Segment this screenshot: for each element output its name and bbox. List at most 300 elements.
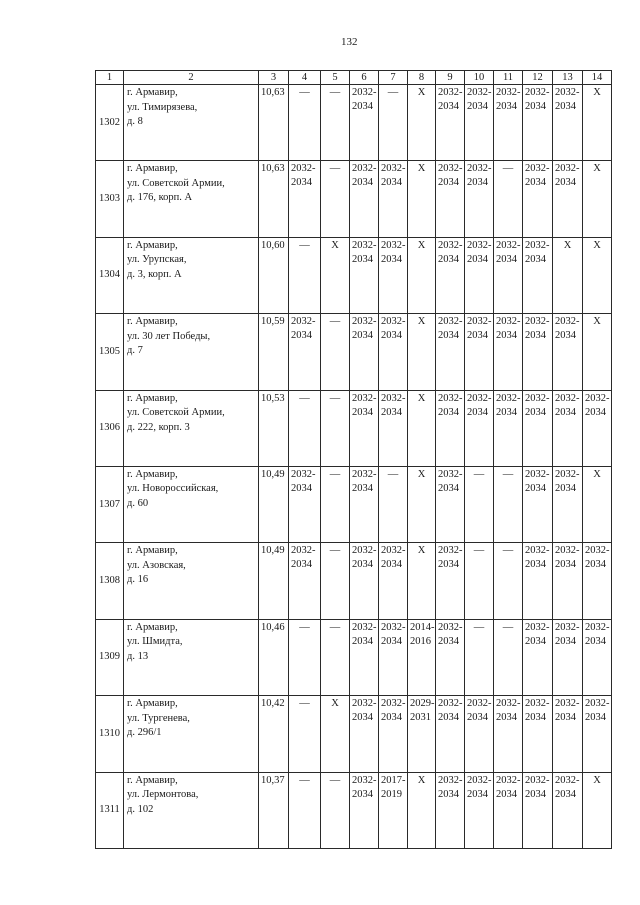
- cross-mark: Х: [417, 774, 426, 786]
- value-cell-col-5: [321, 772, 350, 848]
- cross-mark: Х: [417, 545, 426, 557]
- dash-mark: —: [502, 545, 514, 557]
- value-text: 2032-2034: [291, 163, 316, 189]
- value-cell-col-8: [408, 696, 436, 772]
- value-cell-col-11: [494, 466, 523, 542]
- address-line: ул. Тургенева,: [127, 712, 190, 724]
- value-text: 2032-2034: [381, 698, 406, 724]
- value-text: 2032-2034: [525, 545, 550, 571]
- value-cell-col-6: [350, 543, 379, 619]
- value-cell-col-10: [465, 543, 494, 619]
- value-text: 2029-2031: [410, 698, 435, 724]
- value-text: 2032-2034: [555, 316, 580, 342]
- value-cell-col-13: [553, 543, 583, 619]
- value-text: 2032-2034: [555, 468, 580, 494]
- value-text: 2032-2034: [438, 163, 463, 189]
- value-cell-col-5: [321, 696, 350, 772]
- dash-mark: —: [473, 621, 485, 633]
- value-text: 2032-2034: [496, 316, 521, 342]
- value-text: 2032-2034: [525, 87, 550, 112]
- value-text: 2017-2019: [381, 774, 406, 800]
- value-text: 2032-2034: [555, 774, 580, 800]
- address-line: г. Армавир,: [127, 239, 178, 251]
- address-line: д. 7: [127, 345, 143, 357]
- cross-mark: Х: [331, 698, 339, 710]
- value-cell-col-8: [408, 466, 436, 542]
- value-text: 2032-2034: [467, 392, 492, 418]
- address-line: ул. Советской Армии,: [127, 177, 225, 189]
- value-cell-col-5: [321, 390, 350, 466]
- value-cell-col-9: [436, 696, 465, 772]
- address-cell: [124, 772, 259, 848]
- address-line: д. 296/1: [127, 727, 162, 739]
- value-text: 2032-2034: [438, 545, 463, 571]
- value-cell-col-6: [350, 237, 379, 313]
- value-cell-col-11: [494, 390, 523, 466]
- value-text: 2032-2034: [555, 163, 580, 189]
- value-text: 2032-2034: [467, 239, 492, 265]
- value-text: 2032-2034: [352, 239, 377, 265]
- value-cell-col-11: [494, 543, 523, 619]
- value-cell-col-14: [583, 619, 612, 695]
- address-cell: [124, 237, 259, 313]
- dash-mark: —: [502, 621, 514, 633]
- cross-mark: Х: [417, 468, 426, 480]
- dash-mark: —: [329, 621, 341, 633]
- dash-mark: —: [299, 239, 310, 251]
- value-cell-col-8: [408, 85, 436, 161]
- value-text: 2032-2034: [525, 468, 550, 494]
- data-table: [95, 70, 612, 849]
- address-cell: [124, 390, 259, 466]
- value-cell-col-9: [436, 466, 465, 542]
- address-line: ул. Шмидта,: [127, 636, 183, 648]
- header-cell-col-4: 4: [289, 71, 321, 85]
- address-line: д. 13: [127, 650, 149, 662]
- row-number: 1308: [96, 543, 124, 619]
- value-cell-col-13: [553, 772, 583, 848]
- dash-mark: —: [387, 87, 399, 98]
- value-cell-col-3: [259, 466, 289, 542]
- dash-mark: —: [329, 774, 341, 786]
- value-cell-col-13: [553, 237, 583, 313]
- value-cell-col-11: [494, 237, 523, 313]
- value-cell-col-8: [408, 772, 436, 848]
- value-cell-col-5: [321, 543, 350, 619]
- header-cell-col-12: 12: [523, 71, 553, 85]
- value-cell-col-10: [465, 390, 494, 466]
- value-cell-col-8: [408, 543, 436, 619]
- cross-mark: Х: [593, 316, 601, 328]
- value-cell-col-10: [465, 696, 494, 772]
- address-line: д. 3, корп. А: [127, 268, 182, 280]
- dash-mark: —: [299, 621, 310, 633]
- value-text: 2032-2034: [438, 621, 463, 647]
- address-line: ул. Тимирязева,: [127, 101, 198, 113]
- value-cell-col-12: [523, 314, 553, 390]
- value-text: 10,42: [261, 698, 285, 710]
- header-cell-col-8: 8: [408, 71, 436, 85]
- address-line: д. 102: [127, 803, 154, 815]
- dash-mark: —: [329, 316, 341, 328]
- value-cell-col-9: [436, 237, 465, 313]
- address-cell: [124, 466, 259, 542]
- value-text: 2032-2034: [381, 316, 406, 342]
- value-text: 2032-2034: [352, 316, 377, 342]
- value-text: 2032-2034: [496, 87, 521, 112]
- value-text: 2032-2034: [496, 774, 521, 800]
- address-line: д. 16: [127, 574, 149, 586]
- value-text: 2014-2016: [410, 621, 435, 647]
- value-cell-col-6: [350, 161, 379, 237]
- dash-mark: —: [329, 392, 341, 404]
- value-cell-col-4: [289, 696, 321, 772]
- value-text: 2032-2034: [496, 239, 521, 265]
- cross-mark: Х: [417, 392, 426, 404]
- dash-mark: —: [473, 545, 485, 557]
- value-cell-col-8: [408, 161, 436, 237]
- cross-mark: Х: [563, 239, 572, 251]
- value-cell-col-13: [553, 696, 583, 772]
- address-line: ул. 30 лет Победы,: [127, 330, 211, 342]
- value-cell-col-10: [465, 466, 494, 542]
- value-cell-col-10: [465, 772, 494, 848]
- table-row: [96, 390, 612, 466]
- value-text: 2032-2034: [467, 163, 492, 189]
- value-cell-col-14: [583, 772, 612, 848]
- value-cell-col-4: [289, 772, 321, 848]
- value-cell-col-11: [494, 161, 523, 237]
- value-cell-col-4: [289, 237, 321, 313]
- table-row: [96, 237, 612, 313]
- value-text: 2032-2034: [525, 621, 550, 647]
- address-line: ул. Азовская,: [127, 559, 186, 571]
- value-text: 2032-2034: [352, 87, 377, 112]
- value-text: 2032-2034: [291, 316, 316, 342]
- value-cell-col-10: [465, 619, 494, 695]
- value-text: 10,60: [261, 239, 285, 251]
- row-number: 1307: [96, 466, 124, 542]
- value-cell-col-12: [523, 543, 553, 619]
- value-text: 2032-2034: [291, 468, 316, 494]
- value-cell-col-9: [436, 390, 465, 466]
- value-text: 2032-2034: [438, 316, 463, 342]
- value-text: 2032-2034: [438, 468, 463, 494]
- value-cell-col-12: [523, 390, 553, 466]
- value-cell-col-9: [436, 85, 465, 161]
- value-text: 2032-2034: [352, 392, 377, 418]
- value-cell-col-14: [583, 314, 612, 390]
- dash-mark: —: [329, 545, 341, 557]
- row-number: 1309: [96, 619, 124, 695]
- dash-mark: —: [329, 468, 341, 480]
- value-cell-col-6: [350, 85, 379, 161]
- dash-mark: —: [299, 392, 310, 404]
- address-line: д. 176, корп. А: [127, 192, 193, 204]
- cross-mark: Х: [593, 163, 601, 175]
- value-cell-col-13: [553, 314, 583, 390]
- row-number: 1311: [96, 772, 124, 848]
- dash-mark: —: [329, 163, 341, 175]
- dash-mark: —: [502, 163, 514, 175]
- value-cell-col-9: [436, 543, 465, 619]
- value-text: 2032-2034: [381, 239, 406, 265]
- value-cell-col-12: [523, 161, 553, 237]
- table-row: [96, 619, 612, 695]
- cross-mark: Х: [331, 239, 339, 251]
- value-cell-col-6: [350, 390, 379, 466]
- address-line: г. Армавир,: [127, 316, 178, 328]
- value-cell-col-8: [408, 390, 436, 466]
- value-text: 2032-2034: [381, 392, 406, 418]
- value-cell-col-9: [436, 619, 465, 695]
- value-cell-col-12: [523, 466, 553, 542]
- address-cell: [124, 543, 259, 619]
- address-line: г. Армавир,: [127, 392, 178, 404]
- address-line: д. 60: [127, 497, 149, 509]
- value-cell-col-7: [379, 772, 408, 848]
- value-text: 2032-2034: [555, 545, 580, 571]
- value-cell-col-7: [379, 390, 408, 466]
- row-number: 1305: [96, 314, 124, 390]
- cross-mark: Х: [593, 468, 601, 480]
- table-row: [96, 466, 612, 542]
- value-cell-col-3: [259, 390, 289, 466]
- address-line: г. Армавир,: [127, 698, 178, 710]
- value-text: 10,49: [261, 545, 285, 557]
- value-text: 2032-2034: [352, 774, 377, 800]
- value-cell-col-10: [465, 85, 494, 161]
- value-text: 2032-2034: [352, 468, 377, 494]
- value-cell-col-10: [465, 161, 494, 237]
- value-cell-col-11: [494, 772, 523, 848]
- value-cell-col-3: [259, 237, 289, 313]
- value-cell-col-11: [494, 314, 523, 390]
- value-text: 2032-2034: [525, 774, 550, 800]
- value-cell-col-14: [583, 696, 612, 772]
- dash-mark: —: [502, 468, 514, 480]
- value-cell-col-8: [408, 237, 436, 313]
- value-text: 10,63: [261, 163, 285, 175]
- address-cell: [124, 161, 259, 237]
- value-cell-col-8: [408, 619, 436, 695]
- value-cell-col-4: [289, 161, 321, 237]
- value-text: 2032-2034: [585, 698, 610, 724]
- value-cell-col-7: [379, 314, 408, 390]
- value-cell-col-5: [321, 314, 350, 390]
- value-cell-col-5: [321, 161, 350, 237]
- table-row: [96, 161, 612, 237]
- value-cell-col-4: [289, 85, 321, 161]
- value-cell-col-14: [583, 390, 612, 466]
- value-cell-col-13: [553, 85, 583, 161]
- value-text: 2032-2034: [525, 163, 550, 189]
- value-text: 2032-2034: [352, 621, 377, 647]
- value-text: 2032-2034: [525, 316, 550, 342]
- value-cell-col-9: [436, 161, 465, 237]
- value-cell-col-6: [350, 772, 379, 848]
- value-text: 2032-2034: [585, 621, 610, 647]
- value-cell-col-5: [321, 619, 350, 695]
- address-cell: [124, 619, 259, 695]
- address-line: г. Армавир,: [127, 163, 178, 175]
- value-cell-col-14: [583, 161, 612, 237]
- value-cell-col-11: [494, 696, 523, 772]
- value-cell-col-14: [583, 85, 612, 161]
- address-line: ул. Урупская,: [127, 254, 187, 266]
- value-cell-col-8: [408, 314, 436, 390]
- value-text: 10,63: [261, 87, 285, 98]
- header-cell-col-5: 5: [321, 71, 350, 85]
- address-line: ул. Советской Армии,: [127, 407, 225, 419]
- value-cell-col-6: [350, 696, 379, 772]
- address-cell: [124, 85, 259, 161]
- address-cell: [124, 696, 259, 772]
- value-cell-col-7: [379, 161, 408, 237]
- address-line: г. Армавир,: [127, 468, 178, 480]
- value-cell-col-5: [321, 466, 350, 542]
- value-cell-col-7: [379, 619, 408, 695]
- header-cell-col-2: 2: [124, 71, 259, 85]
- value-cell-col-6: [350, 314, 379, 390]
- value-cell-col-13: [553, 390, 583, 466]
- value-cell-col-7: [379, 237, 408, 313]
- value-cell-col-12: [523, 772, 553, 848]
- value-text: 2032-2034: [291, 545, 316, 571]
- value-cell-col-3: [259, 85, 289, 161]
- value-cell-col-4: [289, 466, 321, 542]
- value-cell-col-12: [523, 237, 553, 313]
- value-cell-col-3: [259, 772, 289, 848]
- value-cell-col-9: [436, 772, 465, 848]
- value-cell-col-12: [523, 696, 553, 772]
- header-cell-col-11: 11: [494, 71, 523, 85]
- value-cell-col-3: [259, 161, 289, 237]
- value-cell-col-3: [259, 314, 289, 390]
- value-cell-col-5: [321, 85, 350, 161]
- value-text: 2032-2034: [555, 87, 580, 112]
- value-text: 2032-2034: [438, 774, 463, 800]
- row-number: 1306: [96, 390, 124, 466]
- header-cell-col-14: 14: [583, 71, 612, 85]
- value-text: 2032-2034: [467, 316, 492, 342]
- value-cell-col-14: [583, 237, 612, 313]
- value-text: 2032-2034: [438, 87, 463, 112]
- value-text: 2032-2034: [438, 392, 463, 418]
- value-cell-col-11: [494, 619, 523, 695]
- row-number: 1302: [96, 85, 124, 161]
- value-cell-col-13: [553, 161, 583, 237]
- value-text: 10,53: [261, 392, 285, 404]
- cross-mark: Х: [593, 774, 601, 786]
- value-text: 2032-2034: [467, 774, 492, 800]
- value-text: 2032-2034: [381, 545, 406, 571]
- value-cell-col-4: [289, 543, 321, 619]
- value-cell-col-7: [379, 696, 408, 772]
- value-cell-col-7: [379, 85, 408, 161]
- value-cell-col-13: [553, 619, 583, 695]
- header-cell-col-10: 10: [465, 71, 494, 85]
- value-text: 2032-2034: [525, 392, 550, 418]
- dash-mark: —: [299, 87, 310, 98]
- value-cell-col-14: [583, 466, 612, 542]
- table-row: [96, 85, 612, 161]
- table-row: [96, 543, 612, 619]
- value-text: 2032-2034: [496, 392, 521, 418]
- row-number: 1303: [96, 161, 124, 237]
- value-cell-col-4: [289, 314, 321, 390]
- address-line: ул. Новороссийская,: [127, 483, 219, 495]
- row-number: 1310: [96, 696, 124, 772]
- value-cell-col-5: [321, 237, 350, 313]
- address-line: г. Армавир,: [127, 621, 178, 633]
- header-cell-col-9: 9: [436, 71, 465, 85]
- table-header: [96, 71, 612, 85]
- header-row: [96, 71, 612, 85]
- dash-mark: —: [299, 774, 310, 786]
- address-line: д. 8: [127, 116, 143, 127]
- header-cell-col-7: 7: [379, 71, 408, 85]
- value-cell-col-3: [259, 619, 289, 695]
- header-cell-col-3: 3: [259, 71, 289, 85]
- value-cell-col-12: [523, 85, 553, 161]
- dash-mark: —: [473, 468, 485, 480]
- value-cell-col-4: [289, 390, 321, 466]
- value-cell-col-4: [289, 619, 321, 695]
- value-text: 2032-2034: [555, 392, 580, 418]
- cross-mark: Х: [593, 239, 601, 251]
- value-text: 10,37: [261, 774, 285, 786]
- value-cell-col-3: [259, 696, 289, 772]
- cross-mark: Х: [417, 163, 426, 175]
- value-text: 2032-2034: [381, 621, 406, 647]
- value-text: 10,46: [261, 621, 285, 633]
- value-text: 2032-2034: [352, 163, 377, 189]
- value-text: 2032-2034: [555, 621, 580, 647]
- value-cell-col-9: [436, 314, 465, 390]
- address-cell: [124, 314, 259, 390]
- value-text: 2032-2034: [381, 163, 406, 189]
- address-line: ул. Лермонтова,: [127, 789, 199, 801]
- value-text: 10,59: [261, 316, 285, 328]
- address-line: г. Армавир,: [127, 545, 178, 557]
- value-cell-col-3: [259, 543, 289, 619]
- value-cell-col-13: [553, 466, 583, 542]
- cross-mark: Х: [417, 87, 426, 98]
- table-row: [96, 314, 612, 390]
- value-text: 2032-2034: [467, 87, 492, 112]
- value-cell-col-7: [379, 466, 408, 542]
- address-line: г. Армавир,: [127, 774, 178, 786]
- value-text: 2032-2034: [525, 239, 550, 265]
- value-cell-col-10: [465, 314, 494, 390]
- dash-mark: —: [299, 698, 310, 710]
- header-cell-col-13: 13: [553, 71, 583, 85]
- page-number: 132: [341, 36, 358, 48]
- table-body: [96, 85, 612, 849]
- value-text: 2032-2034: [496, 698, 521, 724]
- dash-mark: —: [387, 468, 399, 480]
- header-cell-col-6: 6: [350, 71, 379, 85]
- address-line: д. 222, корп. 3: [127, 421, 190, 433]
- cross-mark: Х: [417, 239, 426, 251]
- value-text: 2032-2034: [438, 698, 463, 724]
- cross-mark: Х: [593, 87, 601, 98]
- cross-mark: Х: [417, 316, 426, 328]
- dash-mark: —: [329, 87, 341, 98]
- value-cell-col-6: [350, 619, 379, 695]
- table-row: [96, 772, 612, 848]
